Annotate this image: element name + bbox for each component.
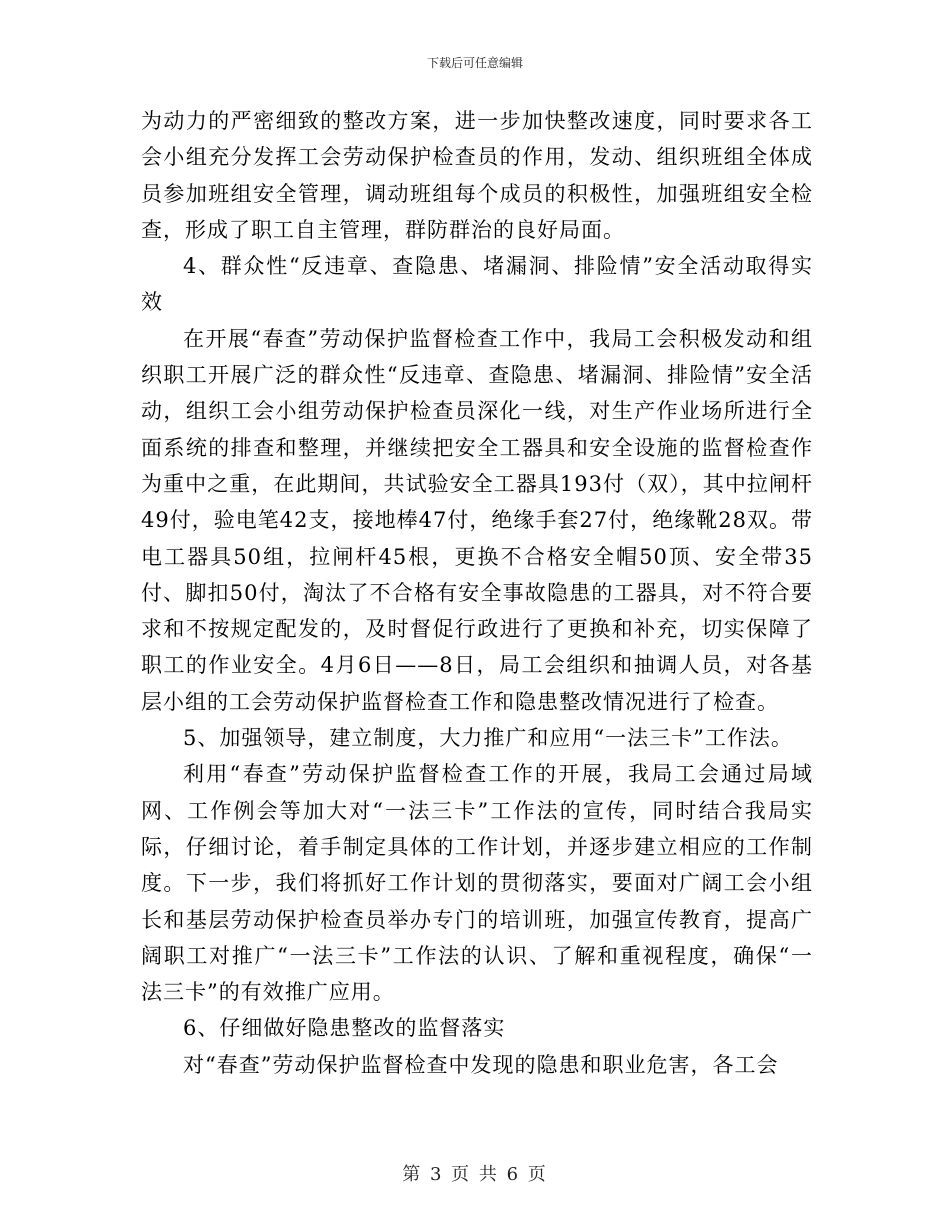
paragraph: 在开展“春查”劳动保护监督检查工作中，我局工会积极发动和组织职工开展广泛的群众性“反违章、查隐患、堵漏洞、排险情”安全活动，组织工会小组劳动保护检查员深化一线，对生产作业场所进行全面系统的排查和整理，并继续把安全工器具和安全设施的监督检查作为重中之重，在此期间，共试验安全工器具193付（双），其中拉闸杆49付，验电笔42支，接地棒47付，绝缘手套27付，绝缘靴28双。带电工器具50组，拉闸杆45根，更换不合格安全帽50顶、安全带35付、脚扣50付，淘汰了不合格有安全事故隐患的工器具，对不符合要求和不按规定配发的，及时督促行政进行了更换和补充，切实保障了职工的作业安全。4月6日——8日，局工会组织和抽调人员，对各基层小组的工会劳动保护监督检查工作和隐患整改情况进行了检查。 [141, 326, 813, 714]
paragraph: 利用“春查”劳动保护监督检查工作的开展，我局工会通过局域网、工作例会等加大对“一法三卡”工作法的宣传，同时结合我局实际，仔细讨论，着手制定具体的工作计划，并逐步建立相应的工作制度。下一步，我们将抓好工作计划的贯彻落实，要面对广阔工会小组长和基层劳动保护检查员举办专门的培训班，加强宣传教育，提高广阔职工对推广“一法三卡”工作法的认识、了解和重视程度，确保“一法三卡”的有效推广应用。 [141, 762, 813, 1005]
paragraph: 对“春查”劳动保护监督检查中发现的隐患和职业危害，各工会 [183, 1052, 779, 1077]
paragraph: 为动力的严密细致的整改方案，进一步加快整改速度，同时要求各工会小组充分发挥工会劳动保护检查员的作用，发动、组织班组全体成员参加班组安全管理，调动班组每个成员的积极性，加强班组安全检查，形成了职工自主管理，群防群治的良好局面。 [141, 109, 813, 242]
section-heading: 5、加强领导，建立制度，大力推广和应用“一法三卡”工作法。 [183, 726, 793, 751]
page-footer: 第 3 页 共 6 页 [402, 1164, 548, 1185]
body-text [141, 103, 813, 1083]
section-heading: 4、群众性“反违章、查隐患、堵漏洞、排险情”安全活动取得实效 [141, 254, 813, 315]
section-heading: 6、仔细做好隐患整改的监督落实 [183, 1016, 506, 1041]
page-header: 下载后可任意编辑 [426, 56, 523, 70]
